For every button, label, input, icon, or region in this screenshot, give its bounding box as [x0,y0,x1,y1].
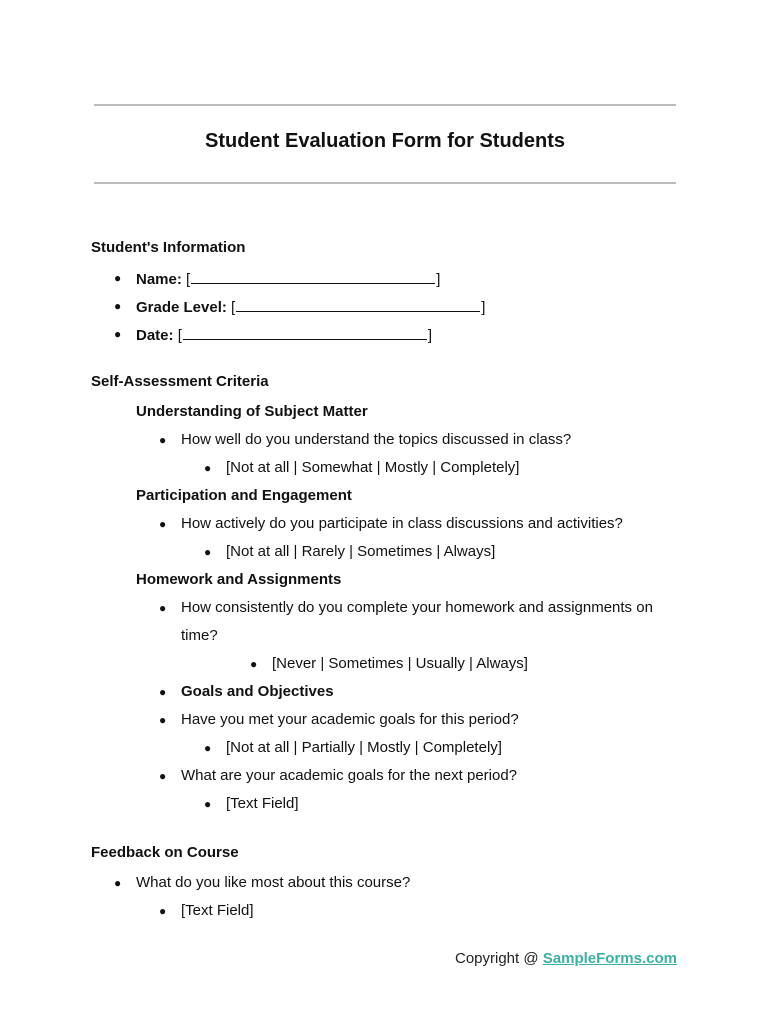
options-understanding: [Not at all | Somewhat | Mostly | Completely] [226,459,520,476]
bullet-icon: ● [159,517,167,531]
bullet-icon: ● [159,601,167,615]
grade-level-field-row: Grade Level: [ ] [136,299,486,316]
question-like-most: What do you like most about this course? [136,874,411,891]
bullet-icon: ● [159,433,167,447]
top-divider [94,104,676,106]
date-input-line[interactable] [183,325,427,340]
bullet-icon: ● [114,876,122,890]
question-goals-next: What are your academic goals for the next period? [181,767,518,784]
section-heading-student-info: Student's Information [91,239,246,256]
text-field-goals-next[interactable]: [Text Field] [226,795,299,812]
date-field-label: Date: [136,327,174,344]
copyright-footer [455,950,677,968]
bullet-icon: ● [114,327,122,341]
text-field-like-most[interactable]: [Text Field] [181,902,254,919]
section-heading-feedback: Feedback on Course [91,844,239,861]
subheading-participation: Participation and Engagement [136,487,352,504]
section-heading-self-assessment: Self-Assessment Criteria [91,373,269,390]
subheading-homework: Homework and Assignments [136,571,342,588]
bullet-icon: ● [114,271,122,285]
subheading-understanding: Understanding of Subject Matter [136,403,368,420]
bottom-divider [94,182,676,184]
question-participation: How actively do you participate in class discussions and activities? [181,515,623,532]
date-field-row: Date: [ ] [136,327,433,344]
options-participation: [Not at all | Rarely | Sometimes | Always] [226,543,496,560]
name-field-label: Name: [136,271,182,288]
brand-link[interactable]: SampleForms.com [542,950,677,967]
options-goals-met: [Not at all | Partially | Mostly | Completely] [226,739,502,756]
question-homework-line2: time? [181,627,218,644]
bullet-icon: ● [204,461,212,475]
page-title: Student Evaluation Form for Students [204,130,565,152]
name-input-line[interactable] [191,269,435,284]
question-understanding: How well do you understand the topics discussed in class? [181,431,572,448]
bullet-icon: ● [204,741,212,755]
question-homework-line1: How consistently do you complete your homework and assignments on [181,599,653,616]
question-goals-met: Have you met your academic goals for this period? [181,711,519,728]
bullet-icon: ● [159,685,167,699]
bullet-icon: ● [204,797,212,811]
options-homework: [Never | Sometimes | Usually | Always] [272,655,528,672]
grade-level-field-label: Grade Level: [136,299,227,316]
subheading-goals: Goals and Objectives [181,683,334,700]
grade-level-input-line[interactable] [236,297,480,312]
bullet-icon: ● [159,769,167,783]
bullet-icon: ● [114,299,122,313]
bullet-icon: ● [250,657,258,671]
name-field-row: Name: [ ] [136,271,441,288]
bullet-icon: ● [159,904,167,918]
bullet-icon: ● [159,713,167,727]
copyright-text: Copyright @ [455,950,543,967]
bullet-icon: ● [204,545,212,559]
